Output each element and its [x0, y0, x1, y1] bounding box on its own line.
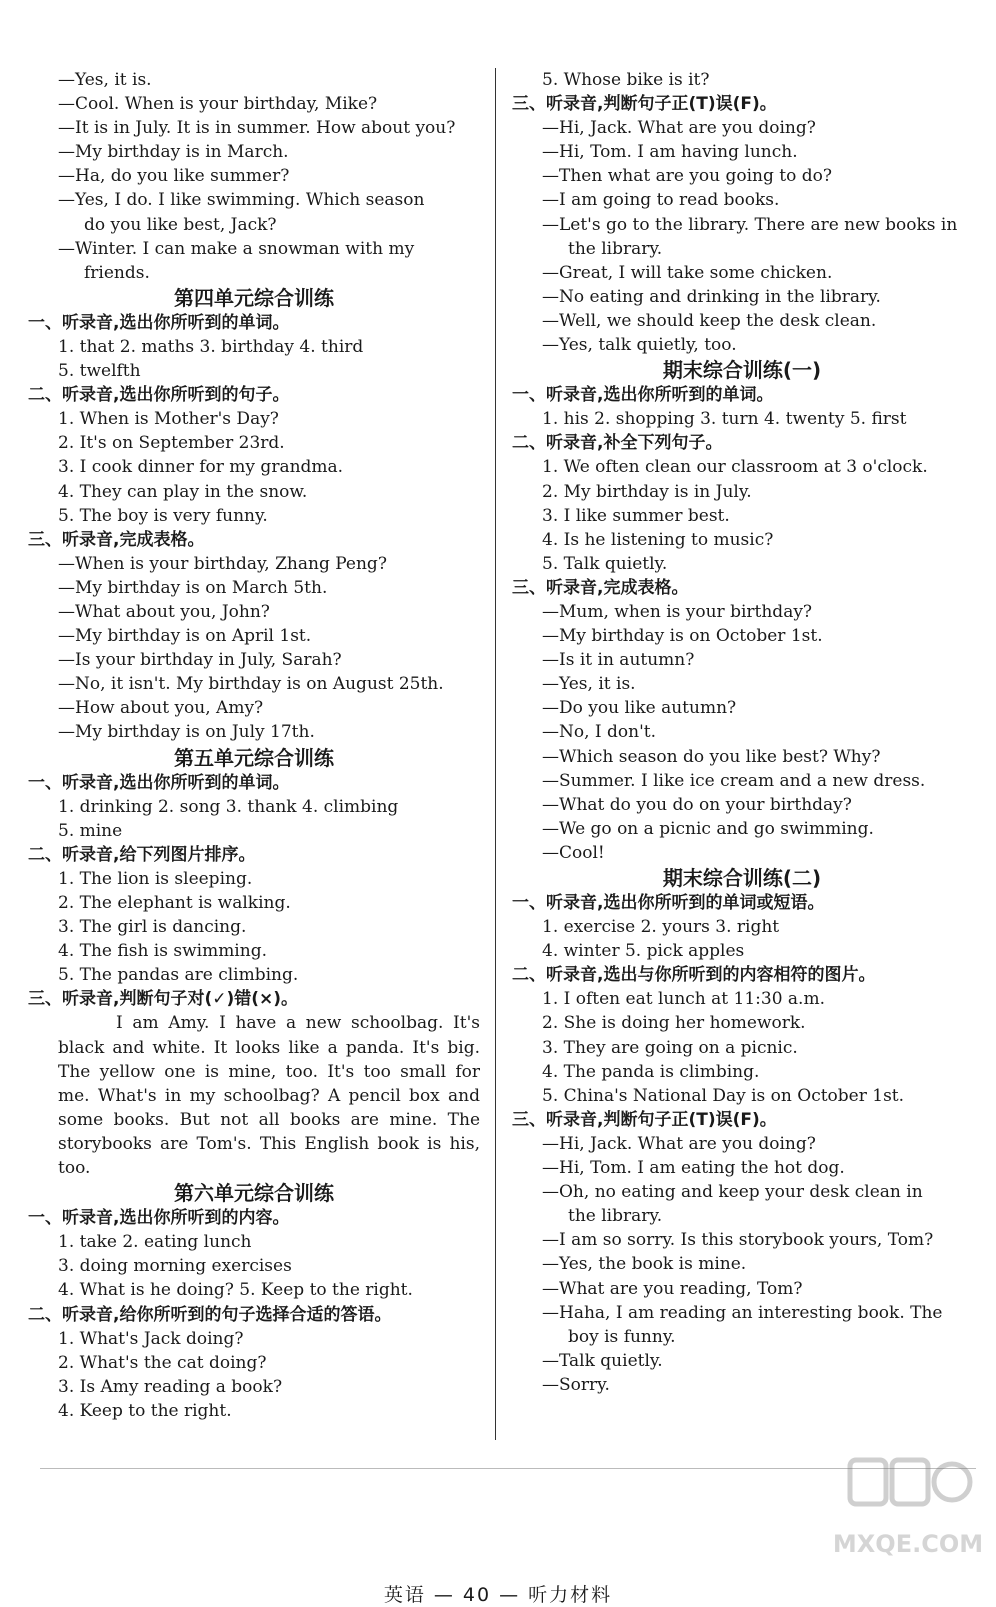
text-line: 5. The pandas are climbing.: [58, 965, 299, 986]
text-line: 3. I cook dinner for my grandma.: [58, 457, 344, 478]
text-line: —Let's go to the library. There are new books in: [542, 214, 958, 235]
text-line: —My birthday is on April 1st.: [58, 626, 312, 647]
question-heading: 二、听录音,补全下列句子。: [512, 433, 723, 454]
text-line: 5. Whose bike is it?: [542, 70, 710, 90]
text-line: 5. mine: [58, 820, 123, 841]
left-column: [28, 68, 480, 1423]
text-line: 2. The elephant is walking.: [58, 893, 291, 913]
text-line: —Cool. When is your birthday, Mike?: [58, 94, 378, 115]
text-line: 1. What's Jack doing?: [58, 1328, 244, 1349]
question-heading: 一、听录音,选出你所听到的单词或短语。: [512, 893, 825, 913]
bottom-rule: [40, 1468, 976, 1469]
text-line: 1. We often clean our classroom at 3 o'clock.: [542, 457, 928, 478]
question-heading: 一、听录音,选出你所听到的单词。: [512, 385, 774, 406]
text-line: —Mum, when is your birthday?: [542, 601, 813, 622]
text-line: —No eating and drinking in the library.: [542, 286, 881, 307]
question-heading: 二、听录音,选出你所听到的句子。: [28, 385, 290, 406]
text-line: —Talk quietly.: [542, 1350, 663, 1371]
passage-paragraph: I am Amy. I have a new schoolbag. It's black and white. It looks like a panda. It's big. The yellow one is mine, too. It's too small for me. What's in my schoolbag? A pencil box and some books. But not all books are mine. The storybooks are Tom's. This English book is his, too.: [58, 1013, 480, 1179]
text-line: —My birthday is on October 1st.: [542, 626, 823, 647]
text-line: 2. My birthday is in July.: [542, 481, 752, 502]
text-line: the library.: [568, 238, 663, 259]
text-line: —What do you do on your birthday?: [542, 794, 852, 815]
text-line: —Yes, the book is mine.: [542, 1254, 747, 1275]
text-line: 4. The panda is climbing.: [542, 1061, 760, 1082]
text-line: 3. The girl is dancing.: [58, 917, 247, 938]
svg-text:MXQE.COM: MXQE.COM: [832, 1530, 984, 1558]
text-line: 1. exercise 2. yours 3. right: [542, 917, 780, 938]
text-line: boy is funny.: [568, 1326, 676, 1347]
text-line: 2. It's on September 23rd.: [58, 433, 285, 454]
text-line: —Do you like autumn?: [542, 698, 737, 719]
section-title: 期末综合训练(二): [662, 866, 822, 890]
text-line: 5. twelfth: [58, 361, 141, 382]
text-line: —Well, we should keep the desk clean.: [542, 310, 877, 331]
text-line: —Hi, Tom. I am eating the hot dog.: [542, 1158, 845, 1179]
text-line: 5. The boy is very funny.: [58, 505, 268, 526]
text-line: 3. doing morning exercises: [58, 1256, 292, 1277]
text-line: the library.: [568, 1206, 663, 1227]
text-line: —Great, I will take some chicken.: [542, 262, 833, 283]
text-line: 1. When is Mother's Day?: [58, 409, 279, 430]
text-line: 4. Keep to the right.: [58, 1400, 232, 1421]
text-line: 3. They are going on a picnic.: [542, 1037, 798, 1058]
text-line: 3. Is Amy reading a book?: [58, 1376, 283, 1397]
text-line: —Yes, I do. I like swimming. Which season: [58, 190, 425, 211]
text-line: —Yes, it is.: [542, 674, 636, 695]
text-line: —What about you, John?: [58, 601, 270, 622]
question-heading: 一、听录音,选出你所听到的内容。: [28, 1208, 290, 1229]
text-line: —Sorry.: [542, 1374, 610, 1395]
text-line: 1. that 2. maths 3. birthday 4. third: [58, 336, 364, 357]
question-heading: 三、听录音,判断句子对(✓)错(×)。: [28, 989, 299, 1010]
section-title: 第五单元综合训练: [174, 745, 334, 770]
text-line: friends.: [84, 262, 150, 283]
text-line: —When is your birthday, Zhang Peng?: [58, 553, 387, 574]
text-line: —How about you, Amy?: [58, 698, 264, 719]
text-line: —Then what are you going to do?: [542, 166, 832, 187]
text-line: 5. Talk quietly.: [542, 553, 668, 574]
text-line: —No, it isn't. My birthday is on August 25th.: [58, 674, 444, 695]
text-line: 2. What's the cat doing?: [58, 1352, 267, 1373]
text-line: —Ha, do you like summer?: [58, 166, 290, 187]
question-heading: 二、听录音,给你所听到的句子选择合适的答语。: [28, 1304, 392, 1325]
question-heading: 二、听录音,选出与你所听到的内容相符的图片。: [512, 965, 876, 986]
question-heading: 三、听录音,判断句子正(T)误(F)。: [512, 1109, 777, 1130]
text-line: —What are you reading, Tom?: [542, 1278, 803, 1299]
text-line: —No, I don't.: [542, 722, 657, 743]
text-line: —Oh, no eating and keep your desk clean in: [542, 1182, 923, 1203]
section-title: 第四单元综合训练: [174, 285, 334, 310]
text-line: 4. The fish is swimming.: [58, 941, 267, 962]
text-line: 4. winter 5. pick apples: [542, 941, 745, 962]
question-heading: 二、听录音,给下列图片排序。: [28, 844, 256, 865]
text-line: 4. They can play in the snow.: [58, 481, 308, 502]
text-line: —Hi, Jack. What are you doing?: [542, 1133, 816, 1154]
text-line: —Yes, talk quietly, too.: [542, 335, 737, 356]
text-line: 3. I like summer best.: [542, 505, 730, 526]
column-divider: [495, 68, 496, 1440]
text-line: —I am going to read books.: [542, 190, 780, 211]
question-heading: 一、听录音,选出你所听到的单词。: [28, 312, 290, 333]
text-line: 1. drinking 2. song 3. thank 4. climbing: [58, 796, 399, 817]
text-line: —My birthday is in March.: [58, 142, 289, 163]
text-line: —We go on a picnic and go swimming.: [542, 818, 874, 839]
section-title: 期末综合训练(一): [662, 358, 822, 383]
text-line: 1. I often eat lunch at 11:30 a.m.: [542, 989, 825, 1010]
text-line: do you like best, Jack?: [84, 214, 277, 235]
text-line: 4. Is he listening to music?: [542, 529, 774, 550]
text-line: —Cool!: [542, 842, 605, 863]
text-line: —Is it in autumn?: [542, 650, 695, 671]
text-line: —Hi, Jack. What are you doing?: [542, 118, 816, 139]
text-line: —Summer. I like ice cream and a new dress.: [542, 770, 926, 791]
text-line: 1. take 2. eating lunch: [58, 1232, 252, 1253]
text-line: —Which season do you like best? Why?: [542, 746, 881, 767]
text-line: —Yes, it is.: [58, 70, 152, 90]
question-heading: 三、听录音,完成表格。: [512, 577, 689, 598]
text-line: 4. What is he doing? 5. Keep to the right.: [58, 1280, 413, 1301]
text-line: —Is your birthday in July, Sarah?: [58, 650, 342, 671]
question-heading: 一、听录音,选出你所听到的单词。: [28, 772, 290, 793]
text-line: —It is in July. It is in summer. How about you?: [58, 118, 456, 139]
text-line: —Haha, I am reading an interesting book. The: [542, 1302, 943, 1323]
question-heading: 三、听录音,完成表格。: [28, 529, 205, 550]
text-line: —Winter. I can make a snowman with my: [58, 238, 415, 259]
page-footer: 英语 — 40 — 听力材料: [383, 1584, 613, 1606]
section-title: 第六单元综合训练: [174, 1181, 334, 1206]
text-line: 2. She is doing her homework.: [542, 1013, 806, 1034]
watermark-logo: [832, 1452, 984, 1572]
text-line: —My birthday is on March 5th.: [58, 577, 328, 598]
text-line: 1. his 2. shopping 3. turn 4. twenty 5. first: [542, 409, 907, 430]
text-line: 5. China's National Day is on October 1st.: [542, 1085, 905, 1106]
text-line: —I am so sorry. Is this storybook yours, Tom?: [542, 1230, 934, 1251]
question-heading: 三、听录音,判断句子正(T)误(F)。: [512, 94, 777, 115]
text-line: 1. The lion is sleeping.: [58, 868, 253, 889]
right-column: [512, 68, 972, 1397]
text-line: —Hi, Tom. I am having lunch.: [542, 142, 798, 163]
text-line: —My birthday is on July 17th.: [58, 722, 315, 743]
